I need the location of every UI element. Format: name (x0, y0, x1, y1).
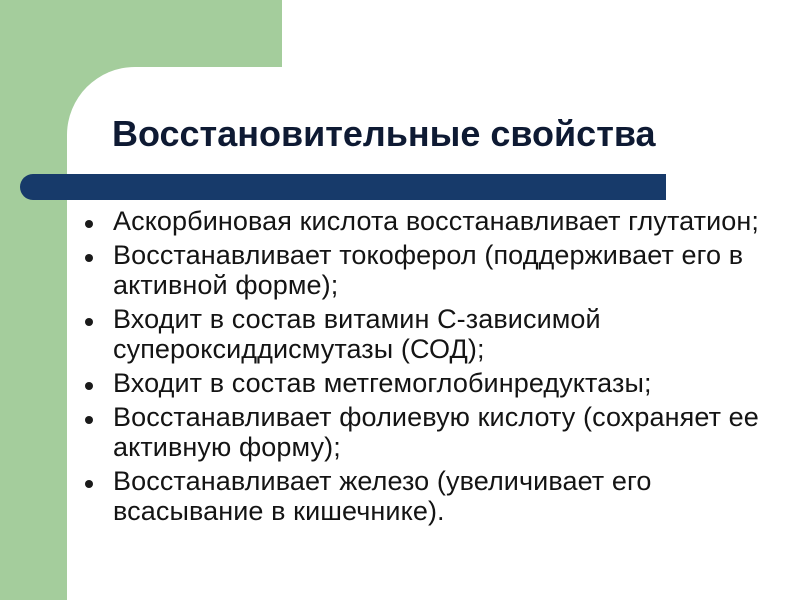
bullet-text: Входит в состав витамин С-зависимой супероксиддисмутазы (СОД); (113, 304, 601, 364)
bullet-text: Аскорбиновая кислота восстанавливает глутатион; (113, 206, 760, 236)
bullet-item (80, 206, 780, 236)
bullet-dot-icon (85, 416, 93, 424)
bullet-text: Восстанавливает железо (увеличивает его всасывание в кишечнике). (113, 466, 652, 526)
bullet-text: Восстанавливает токоферол (поддерживает его в активной форме); (113, 240, 744, 300)
bullet-dot-icon (85, 318, 93, 326)
bullet-list (80, 206, 780, 530)
bullet-item (80, 402, 780, 462)
bullet-item (80, 304, 780, 364)
bullet-item (80, 466, 780, 526)
bullet-dot-icon (85, 254, 93, 262)
bullet-text: Входит в состав метгемоглобинредуктазы; (113, 368, 652, 398)
bullet-dot-icon (85, 220, 93, 228)
bullet-text: Восстанавливает фолиевую кислоту (сохраняет ее активную форму); (113, 402, 759, 462)
slide-title: Восстановительные свойства (112, 113, 656, 154)
bullet-item (80, 240, 780, 300)
bullet-dot-icon (85, 480, 93, 488)
bullet-item (80, 368, 780, 398)
bullet-dot-icon (85, 382, 93, 390)
title-underline-bar (20, 174, 666, 200)
